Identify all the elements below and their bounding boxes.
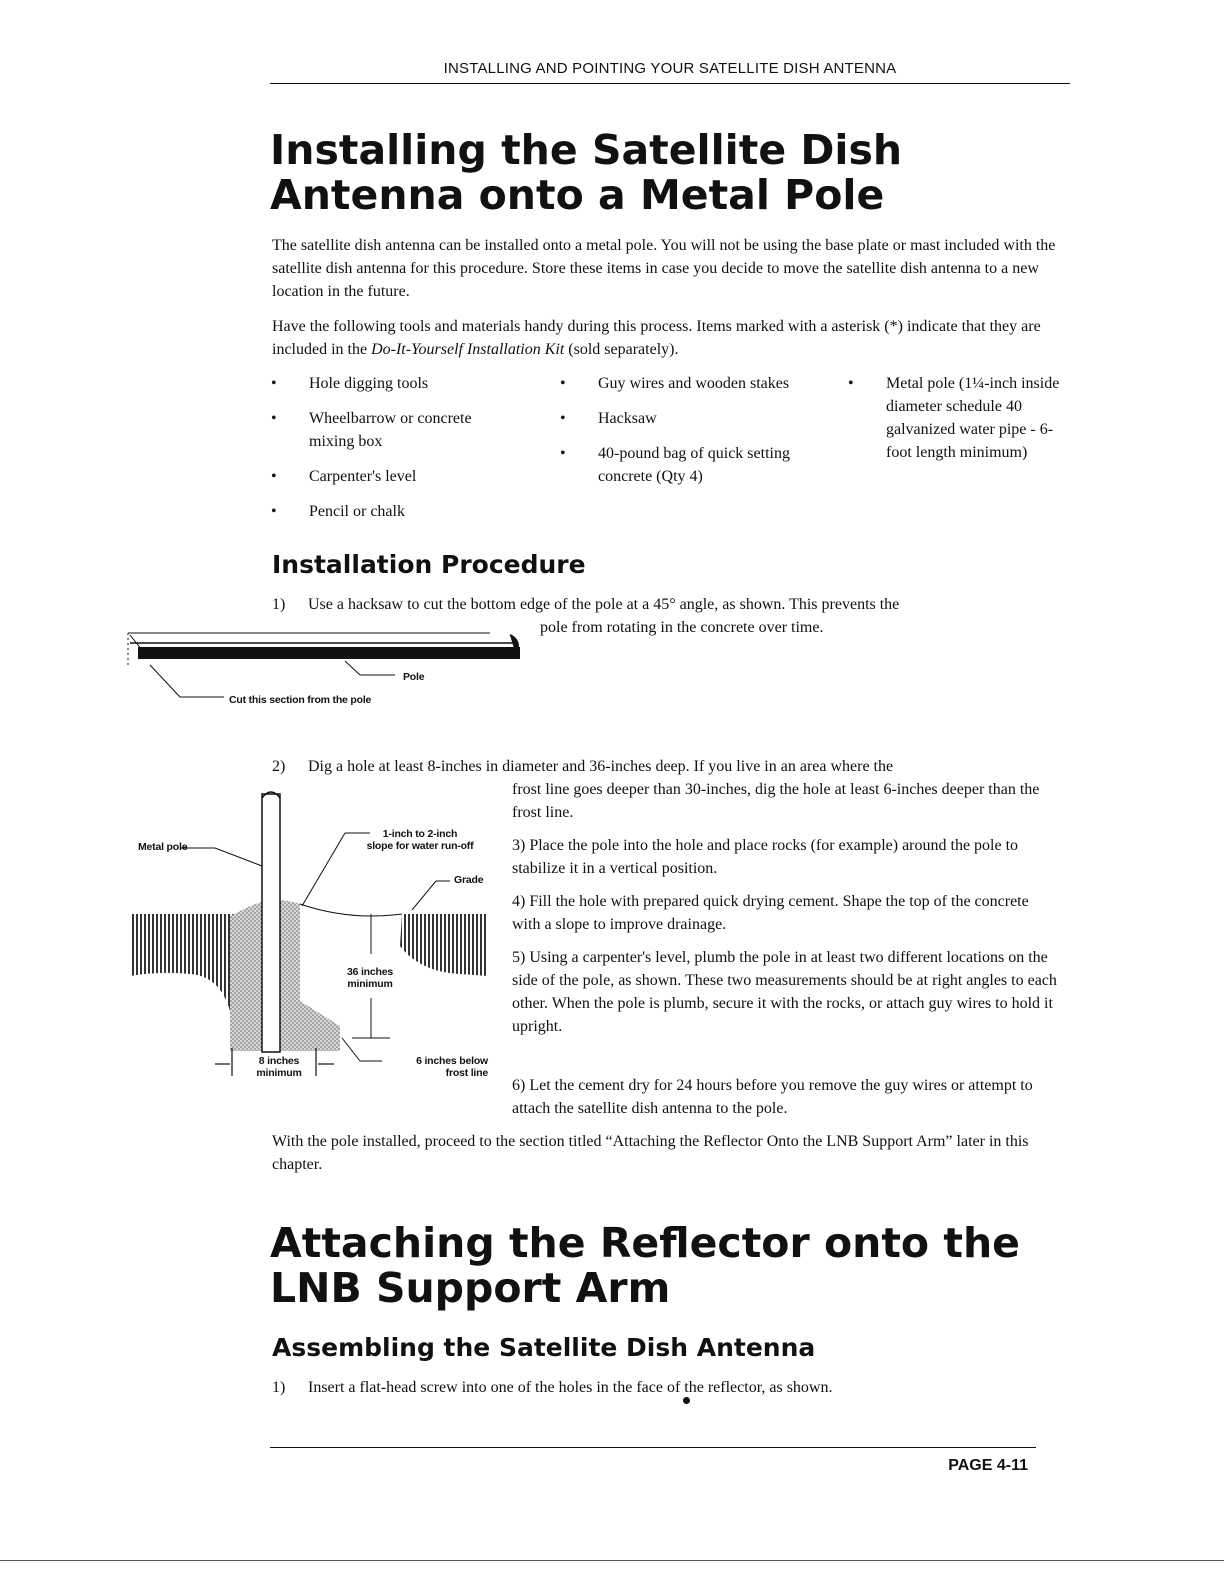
grade-line [300,904,402,916]
metal-pole-leader-tail [215,848,262,866]
tools-intro-paragraph [272,315,1062,361]
section-title-line1: Installing the Satellite Dish [270,126,903,174]
label-slope-line1: 1-inch to 2-inch [382,828,458,840]
page-number: PAGE 4-11 [948,1457,1028,1474]
label-depth-line2: minimum [347,978,393,990]
tool-item: • 40-pound bag of quick setting concrete (Qty 4) [560,442,805,488]
metal-pole [262,794,280,1052]
label-below-line1: 6 inches below [416,1055,488,1067]
step-2-line2: frost line goes deeper than 30-inches, dig the hole at least 6-inches deeper than the frost line. [512,781,1040,821]
section2-step-1 [272,1376,1072,1399]
step-text: Insert a flat-head screw into one of the holes in the face of the reflector, as shown. [308,1379,833,1396]
label-slope-line2: slope for water run-off [366,840,474,852]
label-below-frost [384,1055,488,1079]
label-depth [337,966,403,990]
label-below-line2: frost line [445,1067,488,1079]
tool-item: • Hacksaw [560,407,805,430]
section2-title-line1: Attaching the Reflector onto the [270,1219,1020,1267]
step-1-line2: pole from rotating in the concrete over time. [540,619,824,636]
step-number: 1) [272,1379,286,1396]
grade-leader-tail [412,881,436,910]
label-width-line1: 8 inches [258,1055,300,1067]
tools-column-2 [560,372,805,500]
tools-intro-end: (sold separately). [564,341,679,358]
tools-intro-start: Have the following tools and materials handy during this process. Items marked with a asterisk (*) indicate that they are included in the [272,318,1041,358]
tools-column-3 [848,372,1073,476]
header-rule [270,83,1070,84]
tool-item: • Carpenter's level [271,465,496,488]
step-6: 6) Let the cement dry for 24 hours before you remove the guy wires or attempt to attach the satellite dish antenna to the pole. [512,1077,1033,1117]
label-width-line2: minimum [256,1067,302,1079]
below-leader [342,1038,360,1061]
footer-rule [270,1447,1036,1448]
section2-title [270,1221,1170,1311]
label-depth-line1: 36 inches [346,966,394,978]
step-text: Use a hacksaw to cut the bottom edge of the pole at a 45° angle, as shown. This prevents the [308,596,900,613]
closing-paragraph: With the pole installed, proceed to the section titled “Attaching the Reflector Onto the LNB Support Arm” later in this chapter. [272,1133,1029,1173]
pole-shadow [138,647,520,659]
procedure-title: Installation Procedure [272,550,586,579]
section2-subtitle: Assembling the Satellite Dish Antenna [272,1333,816,1362]
step-number: 2) [272,758,286,775]
step-5: 5) Using a carpenter's level, plumb the pole in at least two different locations on the side of the pole, as shown. These two measurements should be at right angles to each other. When the pole is plumb, secure it with the rocks, or attach guy wires to hold it upright. [512,949,1057,1035]
kit-name: Do-It-Yourself Installation Kit [371,341,565,358]
section-title-line2: Antenna onto a Metal Pole [270,171,885,219]
tools-column-1 [271,372,496,535]
step-number: 1) [272,596,286,613]
label-cut-section: Cut this section from the pole [229,694,372,706]
label-grade: Grade [454,874,484,886]
tool-item: • Wheelbarrow or concrete mixing box [271,407,496,453]
intro-paragraph: The satellite dish antenna can be installed onto a metal pole. You will not be using the base plate or mast included with the satellite dish antenna for this procedure. Store these items in case you decide to move the satellite dish antenna to a new location in the future. [272,237,1056,300]
tool-item: • Pencil or chalk [271,500,496,523]
section2-title-line2: LNB Support Arm [270,1264,671,1312]
concrete-fill [230,900,340,1051]
label-width [243,1055,315,1079]
ground-right [400,914,488,976]
step-4: 4) Fill the hole with prepared quick drying cement. Shape the top of the concrete with a slope to improve drainage. [512,893,1029,933]
step-2-line1 [272,755,1072,778]
scan-dot [683,1397,690,1404]
scan-edge-line [0,1560,1224,1561]
step-text: Dig a hole at least 8-inches in diameter and 36-inches deep. If you live in an area where the [308,758,894,775]
tool-item: • Hole digging tools [271,372,496,395]
slope-leader-tail [302,833,345,906]
pole-leader [345,661,360,675]
step-1-line1 [272,593,1072,616]
label-metal-pole: Metal pole [138,841,188,853]
running-header: INSTALLING AND POINTING YOUR SATELLITE DISH ANTENNA [443,60,897,77]
cut-leader [150,665,180,697]
step-3: 3) Place the pole into the hole and place rocks (for example) around the pole to stabilize it in a vertical position. [512,837,1019,877]
label-pole: Pole [403,671,425,683]
tool-item: • Metal pole (1¼-inch inside diameter schedule 40 galvanized water pipe - 6-foot length minimum) [848,372,1073,464]
tool-item: • Guy wires and wooden stakes [560,372,805,395]
label-slope [350,828,490,852]
section-title [270,128,1170,218]
